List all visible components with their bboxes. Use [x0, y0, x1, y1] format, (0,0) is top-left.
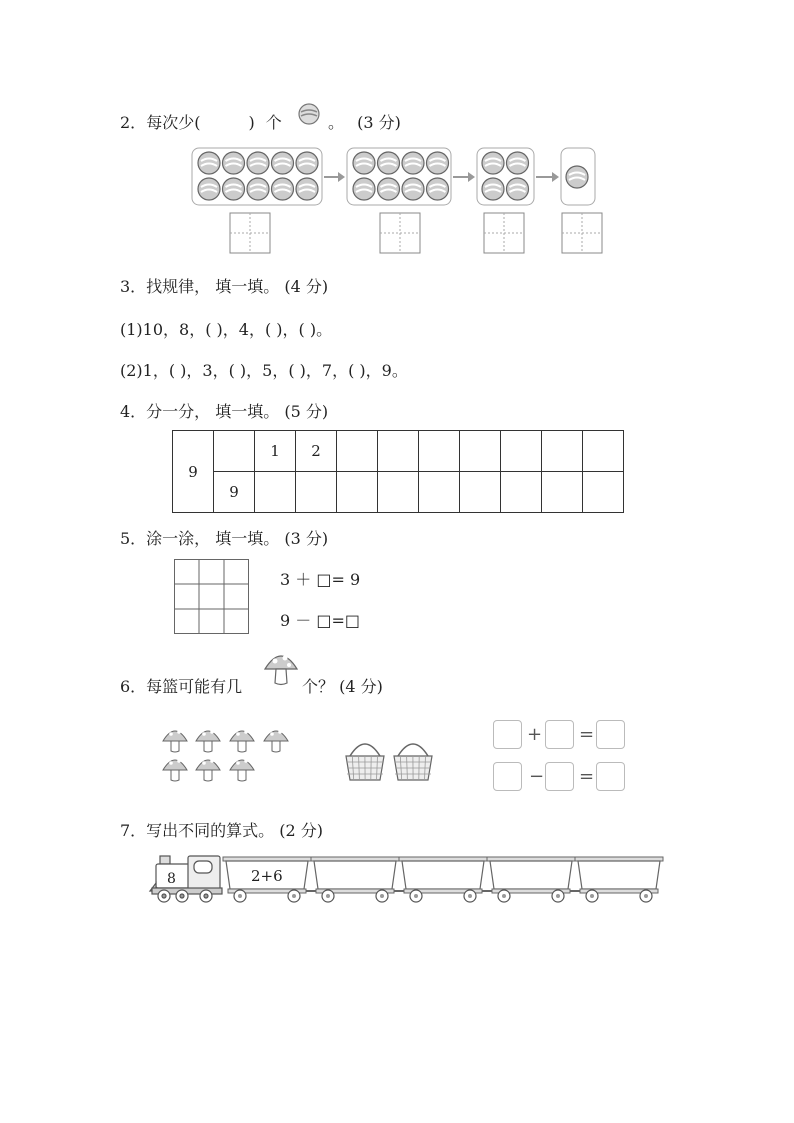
split-cell[interactable]: [460, 431, 501, 472]
ball-icon: [402, 178, 424, 200]
split-cell[interactable]: [501, 431, 542, 472]
minus-sign: −: [529, 766, 545, 787]
mushroom-icon: [263, 649, 299, 687]
ball-icon: [353, 178, 375, 200]
mushroom-icon: [196, 759, 220, 781]
ball-icon: [482, 152, 504, 174]
baskets: [342, 738, 452, 788]
mushroom-icon: [163, 730, 187, 752]
mushroom-icon: [230, 730, 254, 752]
q5-equation-2[interactable]: 9 － □=□: [280, 611, 360, 630]
q6-title-a: 6．每篮可能有几: [120, 677, 243, 696]
q7-title: 7．写出不同的算式。 (2 分): [120, 821, 324, 840]
q5-equation-1[interactable]: 3 ＋ □= 9: [280, 570, 361, 589]
train: [150, 853, 670, 905]
ball-icon: [223, 152, 245, 174]
split-cell[interactable]: 2: [296, 431, 337, 472]
answer-box[interactable]: [484, 213, 524, 253]
split-cell[interactable]: [378, 431, 419, 472]
engine-number: 8: [167, 871, 176, 887]
mushroom-icon: [163, 759, 187, 781]
split-cell[interactable]: [255, 472, 296, 513]
ball-icon: [402, 152, 424, 174]
ball-icon: [272, 152, 294, 174]
split-cell[interactable]: [583, 472, 624, 513]
split-table: [172, 430, 624, 513]
answer-box[interactable]: [596, 762, 625, 791]
q2-number: 2．: [120, 113, 147, 132]
color-grid[interactable]: [174, 559, 250, 635]
train-engine-icon: [150, 856, 222, 902]
answer-box[interactable]: [596, 720, 625, 749]
split-cell[interactable]: [419, 472, 460, 513]
mushroom-icon: [230, 759, 254, 781]
ball-icon: [427, 152, 449, 174]
q2-score-text: (3 分): [357, 113, 401, 132]
split-cell[interactable]: [337, 431, 378, 472]
q3-line2[interactable]: (2)1，( )，3，( )，5，( )，7，( )，9。: [120, 361, 408, 380]
equals-sign: =: [579, 724, 595, 745]
split-cell[interactable]: 9: [214, 472, 255, 513]
split-cell[interactable]: [296, 472, 337, 513]
basket-icon: [346, 744, 384, 780]
mushroom-icon: [196, 730, 220, 752]
basket-icon: [394, 744, 432, 780]
ball-icon: [353, 152, 375, 174]
split-cell[interactable]: [542, 472, 583, 513]
ball-icon: [296, 178, 318, 200]
split-cell[interactable]: [337, 472, 378, 513]
q2-text-a: 每次少(: [146, 113, 201, 132]
plus-sign: +: [527, 724, 543, 745]
equals-sign: =: [579, 766, 595, 787]
split-total: 9: [173, 431, 214, 513]
split-cell[interactable]: [542, 431, 583, 472]
answer-box[interactable]: [380, 213, 420, 253]
train-car[interactable]: [394, 857, 487, 902]
q4-title: 4．分一分， 填一填。 (5 分): [120, 402, 329, 421]
q5-title: 5．涂一涂， 填一填。 (3 分): [120, 529, 329, 548]
mushroom-icon: [264, 730, 288, 752]
answer-box[interactable]: [493, 720, 522, 749]
ball-icon: [507, 178, 529, 200]
answer-box[interactable]: [230, 213, 270, 253]
q2-text-c: 个: [265, 113, 282, 132]
answer-box[interactable]: [493, 762, 522, 791]
train-car[interactable]: [482, 857, 575, 902]
q3-line1[interactable]: (1)10，8，( )，4，( )，( )。: [120, 320, 333, 339]
ball-icon: [507, 152, 529, 174]
answer-box[interactable]: [562, 213, 602, 253]
ball-icon: [247, 152, 269, 174]
ball-icon: [296, 152, 318, 174]
ball-icon: [298, 103, 320, 125]
q2-score: [328, 110, 401, 133]
train-car[interactable]: [570, 857, 663, 902]
ball-icon: [247, 178, 269, 200]
ball-icon: [378, 152, 400, 174]
ball-icon: [427, 178, 449, 200]
split-cell[interactable]: [460, 472, 501, 513]
train-car[interactable]: [306, 857, 399, 902]
ball-icon: [378, 178, 400, 200]
split-cell[interactable]: [501, 472, 542, 513]
split-cell[interactable]: [419, 431, 460, 472]
ball-icon: [198, 152, 220, 174]
mushroom-group: [160, 724, 300, 794]
ball-icon: [272, 178, 294, 200]
answer-box[interactable]: [545, 762, 574, 791]
train-car-label-1: 2+6: [251, 867, 283, 885]
split-cell[interactable]: 1: [255, 431, 296, 472]
answer-box[interactable]: [545, 720, 574, 749]
ball-icon: [198, 178, 220, 200]
ball-icon: [566, 166, 588, 188]
q6-title-b: 个？ (4 分): [302, 677, 383, 696]
q2-text-b: ): [248, 113, 255, 132]
q2-title: [120, 110, 282, 133]
q2-text-d: 。: [328, 113, 345, 132]
ball-icon: [223, 178, 245, 200]
split-cell[interactable]: [214, 431, 255, 472]
q3-title: 3．找规律， 填一填。 (4 分): [120, 277, 329, 296]
split-cell[interactable]: [378, 472, 419, 513]
ball-groups: [190, 145, 630, 265]
ball-icon: [482, 178, 504, 200]
split-cell[interactable]: [583, 431, 624, 472]
